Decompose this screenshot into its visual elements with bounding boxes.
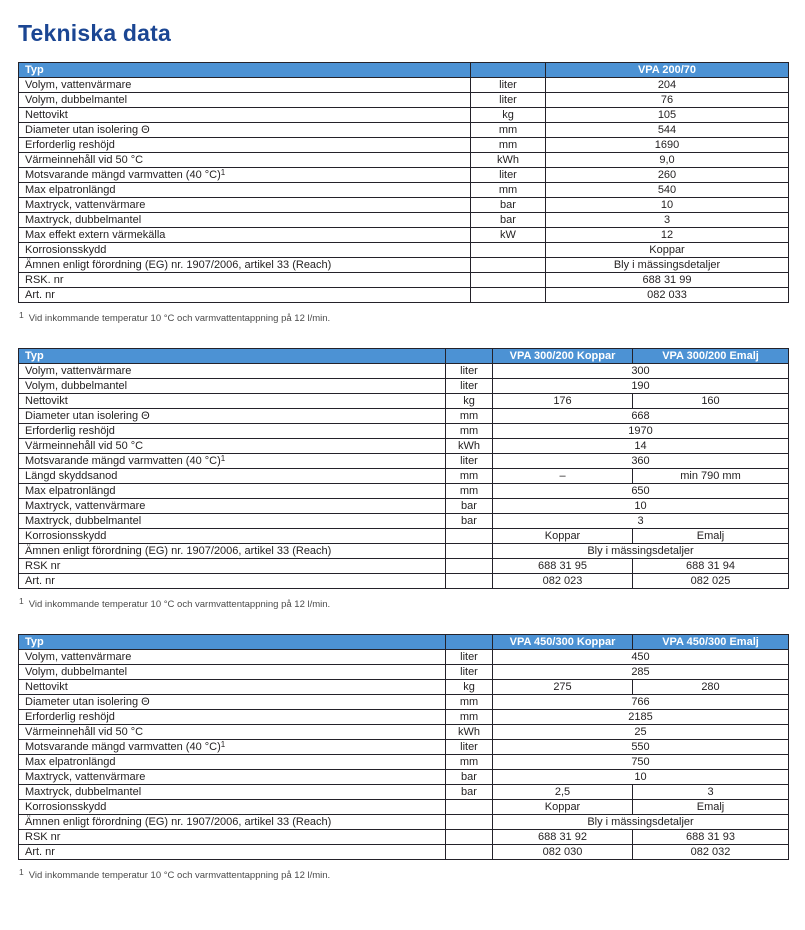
spec-row-label: Volym, dubbelmantel — [19, 93, 471, 108]
spec-header-row — [19, 349, 789, 364]
spec-row-unit: liter — [446, 665, 493, 680]
footnote-2-text: Vid inkommande temperatur 10 °C och varmvattentappning på 12 l/min. — [28, 599, 331, 610]
spec-row-value: Koppar — [493, 529, 633, 544]
spec-row-label: Maxtryck, vattenvärmare — [19, 770, 446, 785]
spec-row-value: 14 — [493, 439, 789, 454]
spec-row — [19, 394, 789, 409]
spec-row-label: Längd skyddsanod — [19, 469, 446, 484]
spec-row — [19, 770, 789, 785]
spec-row-value: 105 — [546, 108, 789, 123]
spec-row — [19, 439, 789, 454]
footnote-2-marker: 1 — [19, 596, 24, 606]
spec-row-value: 544 — [546, 123, 789, 138]
spec-row-label: Erforderlig reshöjd — [19, 424, 446, 439]
spec-label-footnote-ref: 1 — [220, 454, 226, 463]
spec-row — [19, 484, 789, 499]
spec-row-value: 10 — [493, 770, 789, 785]
spec-row — [19, 650, 789, 665]
spec-row-unit — [471, 288, 546, 303]
spec-row-value: 082 023 — [493, 574, 633, 589]
spec-row-value: 540 — [546, 183, 789, 198]
table-section-vpa-450-300 — [18, 634, 788, 881]
spec-row-unit: mm — [446, 484, 493, 499]
spec-row-value: 190 — [493, 379, 789, 394]
spec-row-label: Volym, vattenvärmare — [19, 650, 446, 665]
spec-header-model: VPA 200/70 — [546, 63, 789, 78]
spec-row — [19, 153, 789, 168]
spec-row-unit: mm — [446, 695, 493, 710]
spec-row-value: 10 — [546, 198, 789, 213]
spec-row — [19, 183, 789, 198]
spec-row — [19, 469, 789, 484]
spec-row — [19, 198, 789, 213]
spec-row-label: Max elpatronlängd — [19, 755, 446, 770]
spec-row-unit: mm — [471, 138, 546, 153]
spec-row-label: Volym, vattenvärmare — [19, 364, 446, 379]
spec-row-value: Bly i mässingsdetaljer — [493, 815, 789, 830]
spec-row-unit: mm — [446, 409, 493, 424]
spec-row-label: Max effekt extern värmekälla — [19, 228, 471, 243]
spec-row-unit — [446, 559, 493, 574]
spec-row-unit: kWh — [471, 153, 546, 168]
spec-row-unit: mm — [471, 123, 546, 138]
spec-row — [19, 213, 789, 228]
spec-header-type-label: Typ — [19, 635, 446, 650]
spec-row-unit: kWh — [446, 439, 493, 454]
spec-row-value: 260 — [546, 168, 789, 183]
spec-row — [19, 559, 789, 574]
spec-row-label: Maxtryck, dubbelmantel — [19, 514, 446, 529]
spec-row-unit: mm — [446, 424, 493, 439]
spec-row-value: 1970 — [493, 424, 789, 439]
spec-row-label: Ämnen enligt förordning (EG) nr. 1907/2006, artikel 33 (Reach) — [19, 544, 446, 559]
spec-row-unit: kg — [471, 108, 546, 123]
spec-row — [19, 514, 789, 529]
spec-row-value: 9,0 — [546, 153, 789, 168]
spec-label-footnote-ref: 1 — [220, 168, 226, 177]
spec-row-label: Art. nr — [19, 288, 471, 303]
spec-row-value: 688 31 93 — [633, 830, 789, 845]
spec-row-label: Maxtryck, vattenvärmare — [19, 499, 446, 514]
spec-row-label: Ämnen enligt förordning (EG) nr. 1907/2006, artikel 33 (Reach) — [19, 815, 446, 830]
spec-row-unit: kWh — [446, 725, 493, 740]
spec-header-unit-cell — [446, 635, 493, 650]
spec-row-value: Emalj — [633, 800, 789, 815]
spec-row-label: RSK nr — [19, 559, 446, 574]
spec-row-unit — [446, 800, 493, 815]
footnote-3-marker: 1 — [19, 867, 24, 877]
spec-row-value: 176 — [493, 394, 633, 409]
spec-row-unit: mm — [446, 710, 493, 725]
spec-row-unit: bar — [471, 198, 546, 213]
spec-row-unit — [446, 529, 493, 544]
spec-row-value: Bly i mässingsdetaljer — [546, 258, 789, 273]
spec-row-label: Erforderlig reshöjd — [19, 710, 446, 725]
spec-row — [19, 544, 789, 559]
spec-row — [19, 409, 789, 424]
spec-row-unit — [446, 845, 493, 860]
spec-row-unit — [446, 544, 493, 559]
spec-row-label: Korrosionsskydd — [19, 243, 471, 258]
spec-row — [19, 574, 789, 589]
spec-row-label: RSK. nr — [19, 273, 471, 288]
spec-row — [19, 755, 789, 770]
spec-row-label: Värmeinnehåll vid 50 °C — [19, 153, 471, 168]
spec-row-label: Nettovikt — [19, 680, 446, 695]
spec-row — [19, 710, 789, 725]
spec-row-value: Koppar — [546, 243, 789, 258]
spec-row-value: 280 — [633, 680, 789, 695]
spec-row-value: 285 — [493, 665, 789, 680]
spec-row-value: 750 — [493, 755, 789, 770]
spec-row-value: 12 — [546, 228, 789, 243]
spec-row-label: Volym, dubbelmantel — [19, 665, 446, 680]
spec-row-unit: bar — [471, 213, 546, 228]
spec-label-footnote-ref: 1 — [220, 740, 226, 749]
spec-row — [19, 680, 789, 695]
spec-row — [19, 740, 789, 755]
spec-row-label: RSK nr — [19, 830, 446, 845]
spec-row-unit: liter — [446, 454, 493, 469]
spec-header-type-label: Typ — [19, 63, 471, 78]
spec-row-value: 082 025 — [633, 574, 789, 589]
spec-row-unit: mm — [446, 469, 493, 484]
spec-row — [19, 815, 789, 830]
spec-row — [19, 138, 789, 153]
spec-row-unit: bar — [446, 499, 493, 514]
spec-row-value: 082 033 — [546, 288, 789, 303]
spec-header-model: VPA 300/200 Koppar — [493, 349, 633, 364]
spec-table-vpa-200-70 — [18, 62, 789, 303]
spec-row-value: 450 — [493, 650, 789, 665]
spec-row — [19, 258, 789, 273]
spec-row — [19, 364, 789, 379]
spec-row-value: Bly i mässingsdetaljer — [493, 544, 789, 559]
spec-header-type-label: Typ — [19, 349, 446, 364]
spec-row-value: 204 — [546, 78, 789, 93]
spec-row-label: Korrosionsskydd — [19, 800, 446, 815]
spec-row-label: Erforderlig reshöjd — [19, 138, 471, 153]
spec-row — [19, 273, 789, 288]
spec-row — [19, 424, 789, 439]
spec-row-label: Nettovikt — [19, 108, 471, 123]
spec-row-value: 082 030 — [493, 845, 633, 860]
spec-row-unit: kg — [446, 394, 493, 409]
spec-row-label: Max elpatronlängd — [19, 183, 471, 198]
spec-row-unit: liter — [446, 650, 493, 665]
spec-row-value: 688 31 92 — [493, 830, 633, 845]
spec-row-unit: kg — [446, 680, 493, 695]
spec-row-unit: liter — [471, 78, 546, 93]
spec-row-value: 275 — [493, 680, 633, 695]
spec-row — [19, 78, 789, 93]
spec-row-label: Motsvarande mängd varmvatten (40 °C)$^1$ — [19, 454, 446, 469]
spec-row-value: 1690 — [546, 138, 789, 153]
spec-header-unit-cell — [446, 349, 493, 364]
spec-row — [19, 830, 789, 845]
footnote-3-text: Vid inkommande temperatur 10 °C och varmvattentappning på 12 l/min. — [28, 870, 331, 881]
spec-row-value: 550 — [493, 740, 789, 755]
spec-header-model: VPA 450/300 Koppar — [493, 635, 633, 650]
spec-row — [19, 288, 789, 303]
spec-row-unit: liter — [446, 364, 493, 379]
spec-row-label: Volym, dubbelmantel — [19, 379, 446, 394]
spec-row-unit — [446, 574, 493, 589]
spec-row-unit — [471, 258, 546, 273]
spec-row-label: Motsvarande mängd varmvatten (40 °C)$^1$ — [19, 168, 471, 183]
spec-row-value: 688 31 95 — [493, 559, 633, 574]
spec-row — [19, 785, 789, 800]
spec-row — [19, 695, 789, 710]
spec-row-label: Korrosionsskydd — [19, 529, 446, 544]
spec-row-value: Emalj — [633, 529, 789, 544]
spec-row-label: Motsvarande mängd varmvatten (40 °C)$^1$ — [19, 740, 446, 755]
footnote-3 — [19, 867, 788, 881]
spec-row-label: Nettovikt — [19, 394, 446, 409]
spec-row-label: Diameter utan isolering Θ — [19, 695, 446, 710]
spec-row-value: 10 — [493, 499, 789, 514]
spec-row — [19, 845, 789, 860]
spec-row-value: Koppar — [493, 800, 633, 815]
spec-row-unit: liter — [446, 740, 493, 755]
spec-row — [19, 228, 789, 243]
spec-row-value: 160 — [633, 394, 789, 409]
spec-row-label: Ämnen enligt förordning (EG) nr. 1907/2006, artikel 33 (Reach) — [19, 258, 471, 273]
spec-row-unit — [446, 815, 493, 830]
spec-row-unit: bar — [446, 770, 493, 785]
spec-row-label: Maxtryck, dubbelmantel — [19, 213, 471, 228]
spec-row — [19, 168, 789, 183]
spec-row-value: 082 032 — [633, 845, 789, 860]
spec-row-label: Värmeinnehåll vid 50 °C — [19, 725, 446, 740]
spec-row — [19, 725, 789, 740]
spec-row-label: Diameter utan isolering Θ — [19, 123, 471, 138]
footnote-2 — [19, 596, 788, 610]
spec-row-value: 300 — [493, 364, 789, 379]
spec-row — [19, 108, 789, 123]
spec-row — [19, 454, 789, 469]
spec-row-label: Maxtryck, vattenvärmare — [19, 198, 471, 213]
spec-row-value: 668 — [493, 409, 789, 424]
table-section-vpa-200-70 — [18, 62, 788, 324]
spec-row-value: 360 — [493, 454, 789, 469]
spec-header-model: VPA 300/200 Emalj — [633, 349, 789, 364]
table-section-vpa-300-200 — [18, 348, 788, 610]
spec-row-value: 3 — [633, 785, 789, 800]
spec-row-label: Art. nr — [19, 845, 446, 860]
spec-row-value: 25 — [493, 725, 789, 740]
spec-row-value: min 790 mm — [633, 469, 789, 484]
spec-row-unit: bar — [446, 785, 493, 800]
spec-row-value: – — [493, 469, 633, 484]
spec-row-unit: mm — [446, 755, 493, 770]
spec-row-value: 688 31 99 — [546, 273, 789, 288]
spec-header-model: VPA 450/300 Emalj — [633, 635, 789, 650]
spec-header-unit-cell — [471, 63, 546, 78]
spec-header-row — [19, 635, 789, 650]
spec-row-value: 766 — [493, 695, 789, 710]
spec-table-vpa-300-200 — [18, 348, 789, 589]
spec-table-vpa-450-300 — [18, 634, 789, 860]
spec-row-label: Diameter utan isolering Θ — [19, 409, 446, 424]
spec-row-unit — [446, 830, 493, 845]
spec-row — [19, 800, 789, 815]
spec-row-value: 3 — [493, 514, 789, 529]
spec-row — [19, 499, 789, 514]
spec-row-label: Volym, vattenvärmare — [19, 78, 471, 93]
spec-row-label: Art. nr — [19, 574, 446, 589]
spec-row-value: 650 — [493, 484, 789, 499]
footnote-1 — [19, 310, 788, 324]
spec-header-row — [19, 63, 789, 78]
spec-row — [19, 529, 789, 544]
spec-row-unit: kW — [471, 228, 546, 243]
page-title: Tekniska data — [18, 20, 172, 46]
spec-row-unit — [471, 273, 546, 288]
spec-row-unit — [471, 243, 546, 258]
spec-row-label: Maxtryck, dubbelmantel — [19, 785, 446, 800]
spec-row — [19, 379, 789, 394]
spec-row-label: Värmeinnehåll vid 50 °C — [19, 439, 446, 454]
spec-row-value: 688 31 94 — [633, 559, 789, 574]
spec-row — [19, 123, 789, 138]
footnote-1-marker: 1 — [19, 310, 24, 320]
spec-row — [19, 665, 789, 680]
spec-row-value: 2,5 — [493, 785, 633, 800]
spec-row — [19, 243, 789, 258]
spec-row-unit: liter — [471, 93, 546, 108]
spec-row-unit: mm — [471, 183, 546, 198]
spec-row-value: 2185 — [493, 710, 789, 725]
spec-row-unit: bar — [446, 514, 493, 529]
spec-row-label: Max elpatronlängd — [19, 484, 446, 499]
spec-row-value: 3 — [546, 213, 789, 228]
spec-row-unit: liter — [471, 168, 546, 183]
spec-row-value: 76 — [546, 93, 789, 108]
spec-row-unit: liter — [446, 379, 493, 394]
spec-row — [19, 93, 789, 108]
footnote-1-text: Vid inkommande temperatur 10 °C och varmvattentappning på 12 l/min. — [28, 313, 331, 324]
